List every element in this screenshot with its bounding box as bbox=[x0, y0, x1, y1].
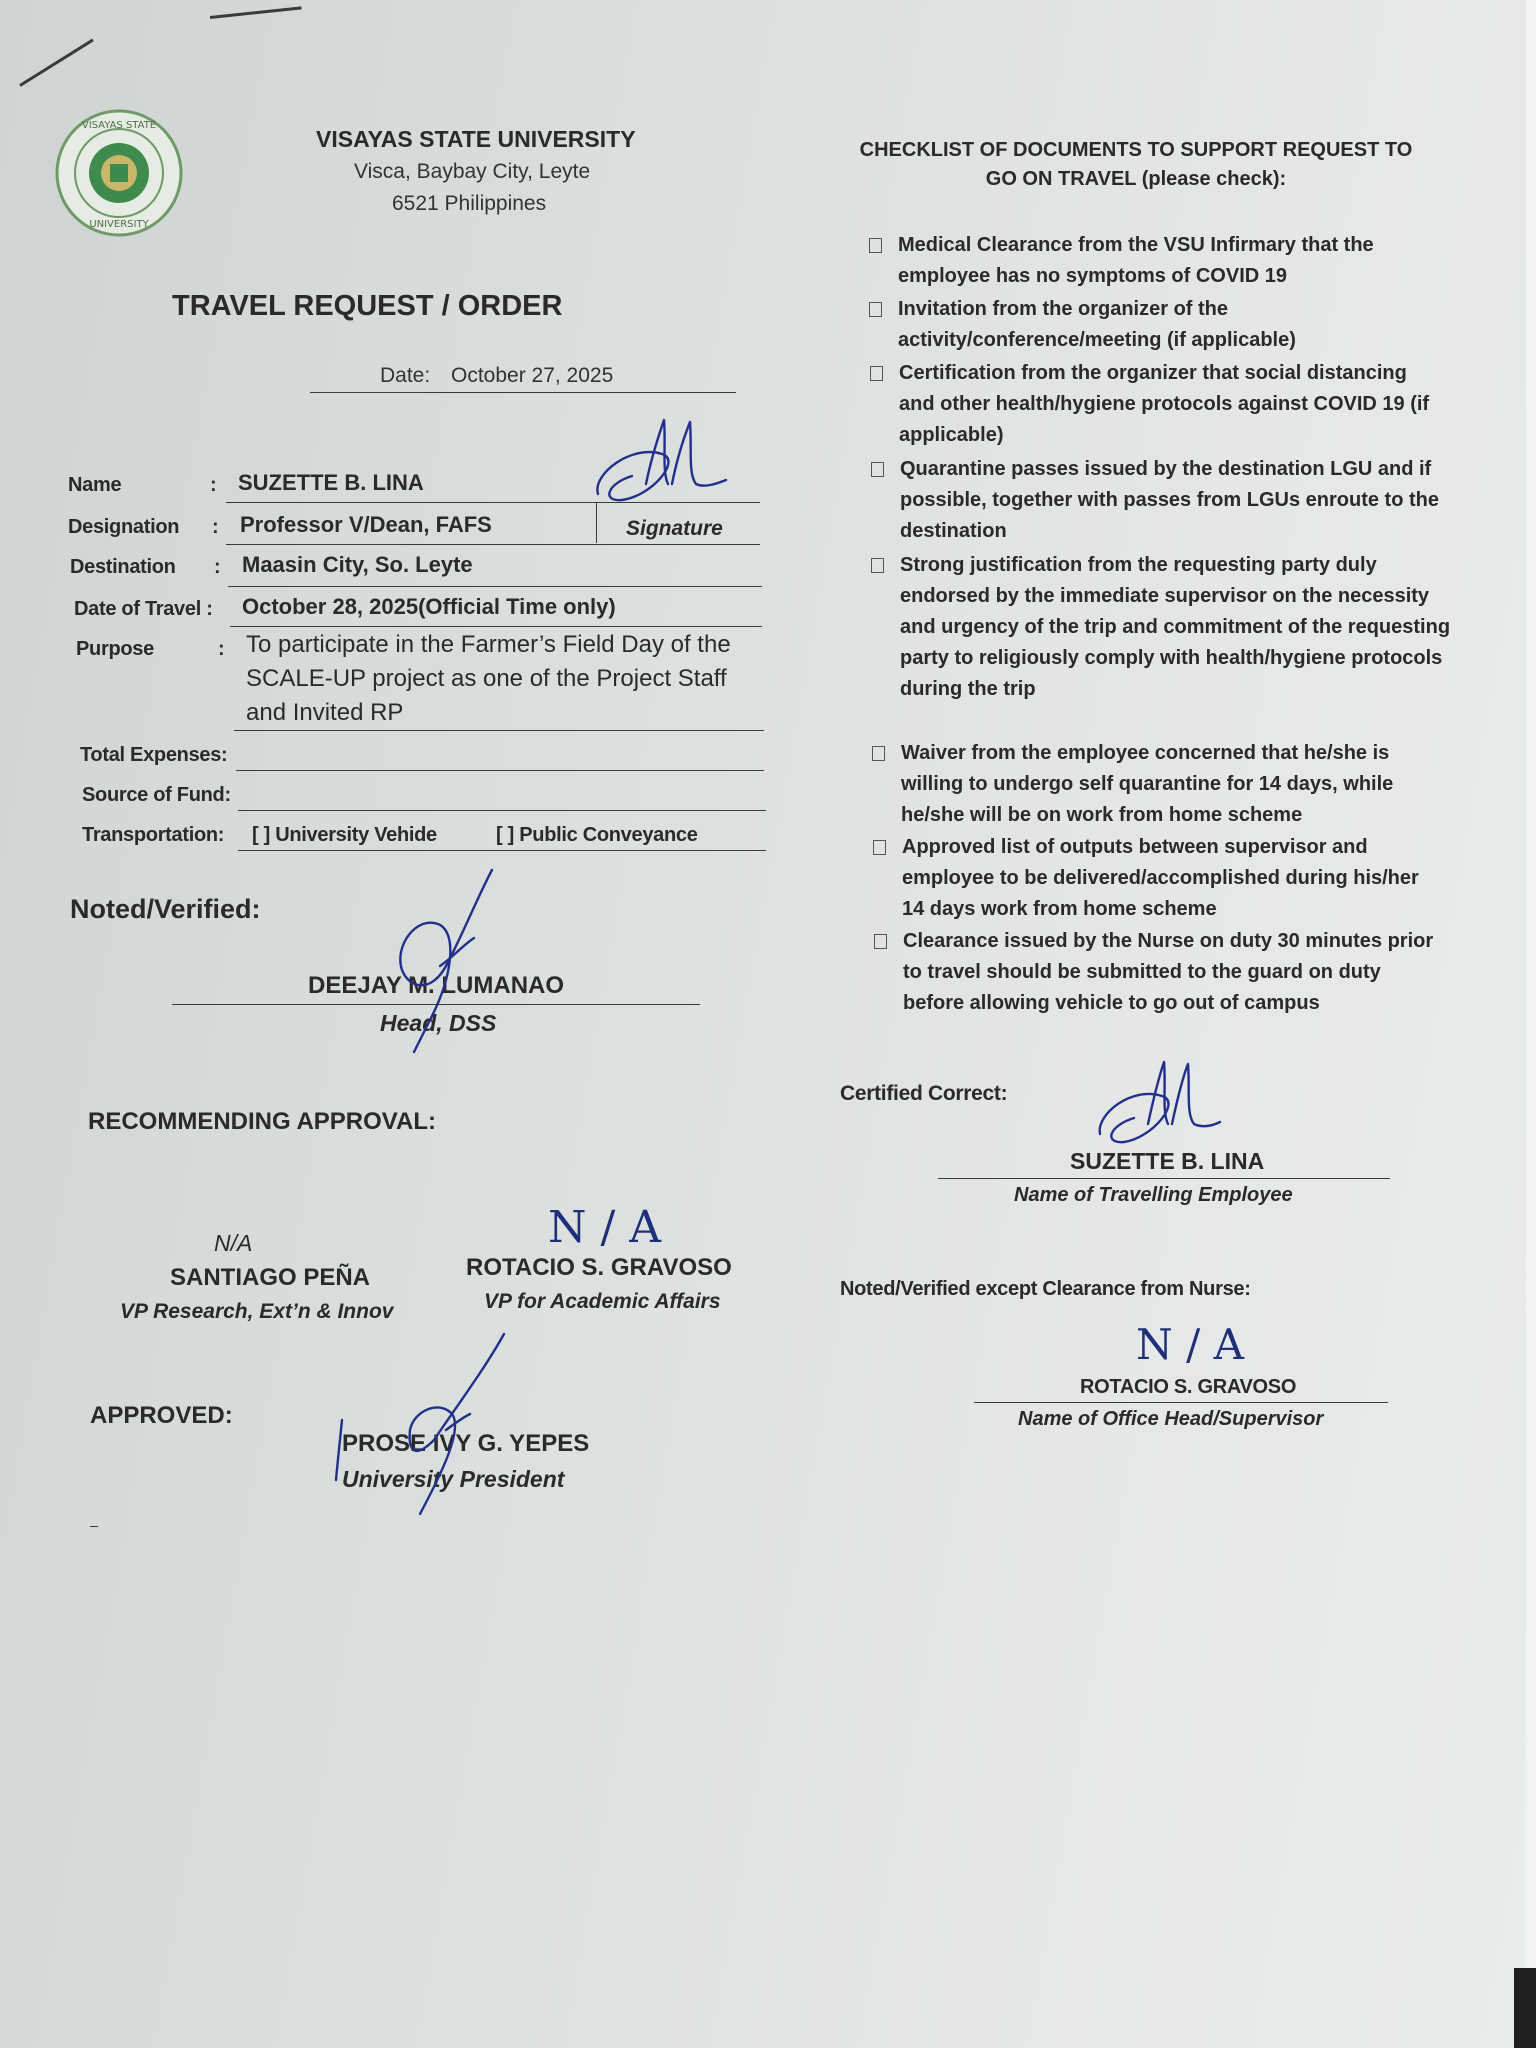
background-corner bbox=[1514, 1968, 1536, 2048]
recommending-left-name: SANTIAGO PEÑA bbox=[170, 1264, 371, 1291]
date-of-travel-underline bbox=[230, 626, 762, 627]
date-label: Date: bbox=[380, 364, 431, 387]
signature-yepes bbox=[334, 1330, 514, 1520]
date-value: October 27, 2025 bbox=[451, 364, 614, 387]
noted-nurse-role: Name of Office Head/Supervisor bbox=[1018, 1408, 1324, 1430]
certified-underline bbox=[938, 1178, 1390, 1179]
signature-divider bbox=[596, 503, 597, 543]
svg-text:UNIVERSITY: UNIVERSITY bbox=[89, 219, 149, 230]
source-of-fund-label: Source of Fund: bbox=[82, 784, 231, 806]
certified-role: Name of Travelling Employee bbox=[1014, 1184, 1293, 1206]
purpose-value: To participate in the Farmer’s Field Day of the SCALE-UP project as one of the Project Staff and Invited RP bbox=[246, 631, 731, 726]
stray-dash bbox=[90, 1526, 98, 1527]
recommending-left-role: VP Research, Ext’n & Innov bbox=[120, 1300, 394, 1323]
checklist-item: Certification from the organizer that social distancing and other health/hygiene protocols against COVID 19 (if applicable) bbox=[899, 358, 1439, 451]
designation-value: Professor V/Dean, FAFS bbox=[240, 512, 492, 537]
date-underline bbox=[310, 392, 736, 393]
signature-lina-top bbox=[592, 414, 732, 504]
signature-lumanao bbox=[392, 866, 502, 1056]
address-line-1: Visca, Baybay City, Leyte bbox=[354, 160, 591, 183]
colon: : bbox=[212, 516, 219, 538]
source-of-fund-underline bbox=[238, 810, 766, 811]
recommending-right-name: ROTACIO S. GRAVOSO bbox=[466, 1254, 732, 1281]
transportation-underline bbox=[238, 850, 766, 851]
stray-mark bbox=[19, 39, 94, 87]
checklist-item: Invitation from the organizer of the activity/conference/meeting (if applicable) bbox=[898, 294, 1438, 356]
transportation-label: Transportation: bbox=[82, 824, 225, 846]
colon: : bbox=[218, 638, 225, 660]
destination-value: Maasin City, So. Leyte bbox=[242, 552, 473, 577]
university-name: VISAYAS STATE UNIVERSITY bbox=[316, 126, 636, 152]
checklist-item: Strong justification from the requesting party duly endorsed by the immediate supervisor on the necessity and urgency of the trip and commitment of the requesting party to religiously comply with health/hygiene protocols during the trip bbox=[900, 550, 1460, 705]
checkbox[interactable] bbox=[871, 558, 884, 573]
total-expenses-underline bbox=[236, 770, 764, 771]
purpose-underline bbox=[234, 730, 764, 731]
checkbox[interactable] bbox=[871, 462, 884, 477]
checkbox[interactable] bbox=[869, 302, 882, 317]
paper-edge bbox=[1526, 0, 1536, 2048]
recommending-right-role: VP for Academic Affairs bbox=[484, 1290, 721, 1313]
name-label: Name bbox=[68, 474, 122, 496]
form-title: TRAVEL REQUEST / ORDER bbox=[172, 290, 563, 322]
checkbox[interactable] bbox=[872, 746, 885, 761]
noted-verified-label: Noted/Verified: bbox=[70, 894, 261, 924]
colon: : bbox=[210, 474, 217, 496]
designation-underline bbox=[226, 544, 760, 545]
noted-except-nurse-label: Noted/Verified except Clearance from Nurse: bbox=[840, 1278, 1251, 1300]
checkbox[interactable] bbox=[870, 366, 883, 381]
designation-label: Designation bbox=[68, 516, 180, 538]
transport-option-university-vehicle[interactable]: [ ] University Vehide bbox=[252, 824, 437, 846]
checklist-item: Approved list of outputs between supervisor and employee to be delivered/accomplished during his/her 14 days work from home scheme bbox=[902, 832, 1442, 925]
approved-label: APPROVED: bbox=[90, 1402, 233, 1429]
certified-correct-label: Certified Correct: bbox=[840, 1082, 1008, 1105]
checkbox[interactable] bbox=[874, 934, 887, 949]
checkbox[interactable] bbox=[869, 238, 882, 253]
noted-nurse-na-handwritten: N / A bbox=[1136, 1320, 1244, 1369]
colon: : bbox=[214, 556, 221, 578]
noted-role: Head, DSS bbox=[380, 1010, 497, 1036]
name-value: SUZETTE B. LINA bbox=[238, 470, 424, 495]
checklist-item: Quarantine passes issued by the destination LGU and if possible, together with passes from LGUs enroute to the destination bbox=[900, 454, 1440, 547]
recommending-left-na: N/A bbox=[214, 1230, 253, 1256]
checklist-title: CHECKLIST OF DOCUMENTS TO SUPPORT REQUEST TO GO ON TRAVEL (please check): bbox=[859, 139, 1413, 190]
transport-option-public-conveyance[interactable]: [ ] Public Conveyance bbox=[496, 824, 698, 846]
signature-label: Signature bbox=[626, 517, 723, 540]
destination-underline bbox=[228, 586, 762, 587]
recommending-approval-label: RECOMMENDING APPROVAL: bbox=[88, 1108, 436, 1135]
date-of-travel-label: Date of Travel : bbox=[74, 598, 213, 620]
university-seal bbox=[54, 108, 184, 238]
checklist-item: Medical Clearance from the VSU Infirmary that the employee has no symptoms of COVID 19 bbox=[898, 230, 1438, 292]
checkbox[interactable] bbox=[873, 840, 886, 855]
noted-name: DEEJAY M. LUMANAO bbox=[308, 972, 565, 999]
approved-name: PROSE IVY G. YEPES bbox=[342, 1430, 590, 1457]
checklist-item: Clearance issued by the Nurse on duty 30 minutes prior to travel should be submitted to the guard on duty before allowing vehicle to go out of campus bbox=[903, 926, 1443, 1019]
stray-mark bbox=[210, 6, 302, 19]
address-line-2: 6521 Philippines bbox=[392, 192, 547, 215]
purpose-label: Purpose bbox=[76, 638, 154, 660]
destination-label: Destination bbox=[70, 556, 176, 578]
total-expenses-label: Total Expenses: bbox=[80, 744, 228, 766]
noted-nurse-name: ROTACIO S. GRAVOSO bbox=[1080, 1376, 1297, 1398]
signature-lina-certified bbox=[1096, 1056, 1226, 1146]
noted-nurse-underline bbox=[974, 1402, 1388, 1403]
svg-text:VISAYAS STATE: VISAYAS STATE bbox=[81, 120, 157, 131]
checklist-item: Waiver from the employee concerned that he/she is willing to undergo self quarantine for 14 days, while he/she will be on work from home scheme bbox=[901, 738, 1441, 831]
certified-name: SUZETTE B. LINA bbox=[1070, 1148, 1265, 1174]
recommending-right-na-handwritten: N / A bbox=[548, 1202, 662, 1253]
date-of-travel-value: October 28, 2025(Official Time only) bbox=[242, 594, 616, 619]
approved-role: University President bbox=[342, 1466, 565, 1492]
